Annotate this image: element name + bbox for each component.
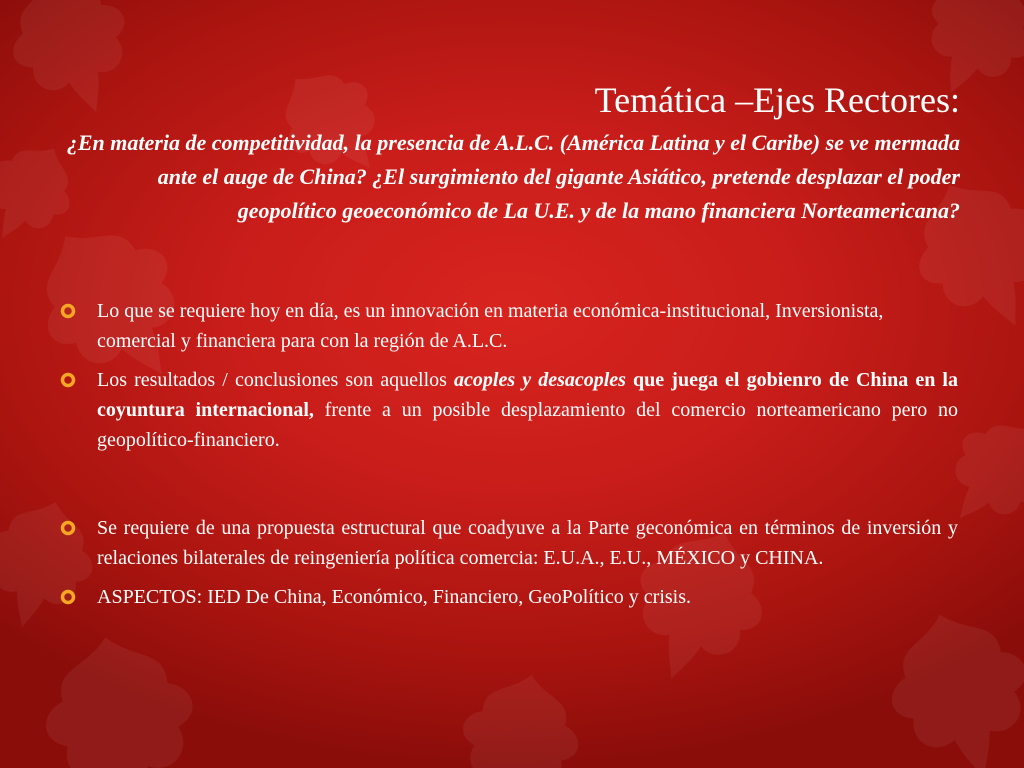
ring-bullet-icon (60, 372, 76, 388)
slide-subtitle: ¿En materia de competitividad, la presencia de A.L.C. (América Latina y el Caribe) se ve mermada ante el auge de China? ¿El surgimiento del gigante Asiático, pretende desplazar el poder geopolítico geoeconómico de La U.E. y de la mano financiera Norteamericana? (66, 130, 960, 223)
bullet-item (60, 582, 958, 612)
bullet-emphasis: acoples y desacoples (454, 369, 626, 391)
ring-bullet-icon (60, 589, 76, 605)
bullet-item (60, 296, 958, 356)
ring-bullet-icon (60, 520, 76, 536)
bullet-text: Se requiere de una propuesta estructural que coadyuve a la Parte geconómica en términos de inversión y relaciones bilaterales de reingeniería política comercia: E.U.A., E.U., MÉXICO y CHINA. (97, 517, 958, 569)
autumn-leaf-icon (873, 597, 1024, 768)
slide-title: Temática –Ejes Rectores: (594, 80, 960, 120)
bullet-text: ASPECTOS: IED De China, Económico, Financiero, GeoPolítico y crisis. (97, 586, 692, 608)
bullet-item (60, 513, 958, 573)
bullet-text: Los resultados / conclusiones son aquellos (97, 369, 455, 391)
title-block (60, 78, 960, 228)
autumn-leaf-icon (32, 624, 210, 768)
bullet-item (60, 365, 958, 455)
bullet-list (60, 296, 958, 621)
ring-bullet-icon (60, 303, 76, 319)
bullet-text: Lo que se requiere hoy en día, es un innovación en materia económica-institucional, Inversionista, comercial y financiera para con la región de A.L.C. (97, 300, 884, 352)
bullet-bold: que juega el gobienro de China en la coyuntura internacional, (97, 369, 958, 421)
autumn-leaf-icon (449, 665, 589, 768)
bullet-text: frente a un posible desplazamiento del comercio norteamericano pero no geopolítico-financiero. (97, 399, 958, 451)
